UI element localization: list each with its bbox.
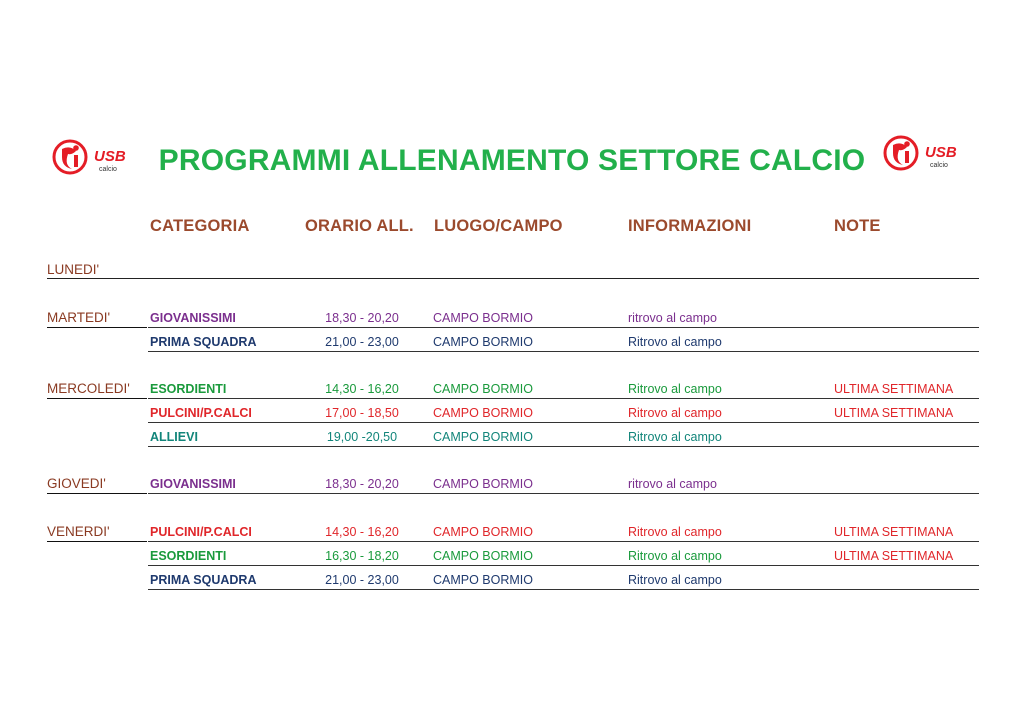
day-label-lunedi: LUNEDI' (47, 262, 100, 277)
row-9-categoria: PRIMA SQUADRA (150, 573, 257, 587)
row-4-info: Ritrovo al campo (628, 406, 722, 420)
row-1-luogo: CAMPO BORMIO (433, 311, 534, 325)
row-3-orario: 14,30 - 16,20 (325, 382, 399, 396)
row-4-luogo: CAMPO BORMIO (433, 406, 534, 420)
row-6-categoria: GIOVANISSIMI (150, 477, 236, 491)
row-divider (148, 493, 979, 494)
day-label-venerdi: VENERDI' (47, 524, 110, 539)
row-divider (148, 565, 979, 566)
header-orario: ORARIO ALL. (305, 217, 414, 235)
row-3-luogo: CAMPO BORMIO (433, 382, 534, 396)
row-5-luogo: CAMPO BORMIO (433, 430, 534, 444)
row-4-note: ULTIMA SETTIMANA (834, 406, 954, 420)
row-divider (148, 327, 979, 328)
row-7-info: Ritrovo al campo (628, 525, 722, 539)
row-7-orario: 14,30 - 16,20 (325, 525, 399, 539)
page-title: PROGRAMMI ALLENAMENTO SETTORE CALCIO (158, 144, 866, 177)
row-8-categoria: ESORDIENTI (150, 549, 227, 563)
header-note: NOTE (834, 217, 881, 235)
logo-brand-text: USB (94, 148, 126, 165)
row-5-orario: 19,00 -20,50 (326, 430, 398, 444)
row-6-luogo: CAMPO BORMIO (433, 477, 534, 491)
header-informazioni: INFORMAZIONI (628, 217, 752, 235)
row-5-info: Ritrovo al campo (628, 430, 722, 444)
row-2-orario: 21,00 - 23,00 (325, 335, 399, 349)
row-4-categoria: PULCINI/P.CALCI (150, 406, 252, 420)
row-1-orario: 18,30 - 20,20 (325, 311, 399, 325)
row-divider (148, 446, 979, 447)
day-underline (47, 327, 147, 328)
row-1-info: ritrovo al campo (628, 311, 717, 325)
row-6-orario: 18,30 - 20,20 (325, 477, 399, 491)
row-3-info: Ritrovo al campo (628, 382, 722, 396)
header-categoria: CATEGORIA (150, 217, 250, 235)
row-7-luogo: CAMPO BORMIO (433, 525, 534, 539)
row-1-categoria: GIOVANISSIMI (150, 311, 236, 325)
logo-sub-text: calcio (99, 166, 117, 173)
row-divider (148, 589, 979, 590)
row-2-categoria: PRIMA SQUADRA (150, 335, 257, 349)
day-label-mercoledi: MERCOLEDI' (47, 381, 130, 396)
row-2-info: Ritrovo al campo (628, 335, 722, 349)
row-divider (47, 278, 979, 279)
row-8-info: Ritrovo al campo (628, 549, 722, 563)
row-9-info: Ritrovo al campo (628, 573, 722, 587)
row-8-orario: 16,30 - 18,20 (325, 549, 399, 563)
logo-sub-text: calcio (930, 162, 948, 169)
row-8-note: ULTIMA SETTIMANA (834, 549, 954, 563)
row-divider (148, 398, 979, 399)
row-divider (148, 422, 979, 423)
day-label-martedi: MARTEDI' (47, 310, 111, 325)
row-7-categoria: PULCINI/P.CALCI (150, 525, 252, 539)
row-8-luogo: CAMPO BORMIO (433, 549, 534, 563)
row-7-note: ULTIMA SETTIMANA (834, 525, 954, 539)
row-5-categoria: ALLIEVI (150, 430, 198, 444)
row-9-orario: 21,00 - 23,00 (325, 573, 399, 587)
row-4-orario: 17,00 - 18,50 (325, 406, 399, 420)
row-divider (148, 541, 979, 542)
day-underline (47, 493, 147, 494)
day-label-giovedi: GIOVEDI' (47, 476, 106, 491)
day-underline (47, 398, 147, 399)
row-3-note: ULTIMA SETTIMANA (834, 382, 954, 396)
row-divider (148, 351, 979, 352)
row-2-luogo: CAMPO BORMIO (433, 335, 534, 349)
logo-brand-text: USB (925, 144, 957, 161)
row-3-categoria: ESORDIENTI (150, 382, 227, 396)
header-luogo: LUOGO/CAMPO (434, 217, 563, 235)
row-9-luogo: CAMPO BORMIO (433, 573, 534, 587)
row-6-info: ritrovo al campo (628, 477, 717, 491)
day-underline (47, 541, 147, 542)
